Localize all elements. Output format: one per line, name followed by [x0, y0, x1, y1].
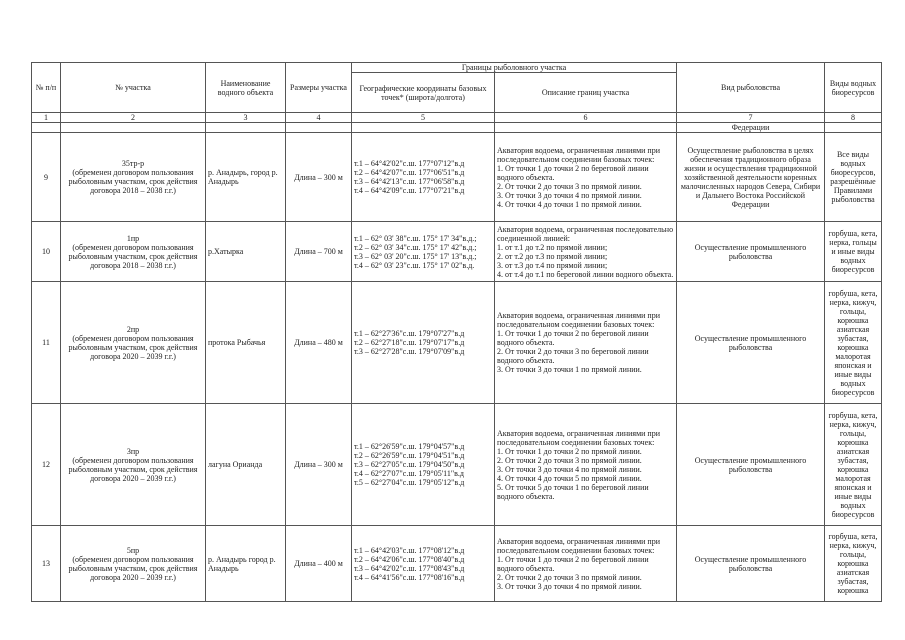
col-number: 5: [352, 113, 495, 123]
desc-line: 1. От точки 1 до точки 2 по береговой линии водного объекта.: [497, 329, 649, 347]
desc-line: 3. От точки 3 до точки 4 по прямой линии.: [497, 190, 642, 200]
coord-line: т.2 – 62°26'59"с.ш. 179°04'51"в.д: [354, 451, 465, 460]
coords-cell: [352, 133, 495, 222]
col-number: 7: [677, 113, 825, 123]
coord-line: т.1 – 64°42'02"с.ш. 177°07'12"в.д: [354, 159, 465, 168]
coord-line: т.1 – 62° 03' 38"с.ш. 175° 17' 34"в.д.;: [354, 233, 477, 243]
species-list: Все виды водных биоресурсов, разрешённые Правилами рыболовства: [825, 133, 882, 222]
plot-cell: [61, 404, 206, 526]
description-cell: [495, 526, 677, 602]
description-cell: [495, 133, 677, 222]
fishing-type: Осуществление промышленного рыболовства: [677, 526, 825, 602]
water-body: протока Рыбачья: [206, 282, 286, 404]
desc-line: Акватория водоема, ограниченная линиями при последовательном соединении базовых точек:: [497, 311, 660, 329]
plot-note: (обременен договором пользования рыболовным участком, срок действия договора 2020 – 2039 г.г.): [68, 333, 198, 361]
plot-id: 2пр: [126, 324, 140, 334]
plot-note: (обременен договором пользования рыболовным участком, срок действия договора 2018 – 2038 г.г.): [68, 242, 198, 270]
header-size: Размеры участка: [286, 63, 352, 113]
coord-line: т.2 – 64°42'06"с.ш. 177°08'40"в.д: [354, 554, 465, 564]
desc-line: 5. От точки 5 до точки 1 по береговой линии водного объекта.: [497, 482, 649, 501]
coord-line: т.2 – 64°42'07"с.ш. 177°06'51"в.д: [354, 168, 465, 177]
table-row: [32, 222, 882, 282]
coord-line: т.4 – 62°27'07"с.ш. 179°05'11"в.д: [354, 469, 464, 478]
fishing-type: Осуществление промышленного рыболовства: [677, 404, 825, 526]
plot-note: (обременен договором пользования рыболовным участком, срок действия договора 2020 – 2039 г.г.): [68, 554, 198, 582]
coord-line: т.4 – 64°42'09"с.ш. 177°07'21"в.д: [354, 186, 465, 195]
header-plot-no: № участка: [61, 63, 206, 113]
desc-line: 2. От точки 2 до точки 3 по прямой линии.: [497, 572, 642, 582]
plot-size: Длина – 480 м: [286, 282, 352, 404]
desc-line: 4. От точки 4 до точки 1 по прямой линии.: [497, 199, 642, 209]
plot-id: 5пр: [126, 545, 140, 555]
row-number: 12: [32, 404, 61, 526]
desc-line: 3. От точки 3 до точки 1 по прямой линии.: [497, 365, 642, 374]
plot-id: 1пр: [126, 233, 140, 243]
table-row: [32, 404, 882, 526]
header-description: Описание границ участка: [495, 73, 677, 113]
col-number: 3: [206, 113, 286, 123]
row-number: 11: [32, 282, 61, 404]
plot-cell: [61, 282, 206, 404]
coords-cell: [352, 526, 495, 602]
col-number: 6: [495, 113, 677, 123]
species-list: горбуша, кета, нерка, кижуч, гольцы, корюшка азиатская зубастая, корюшка малоротая японская и иные виды водных биоресурсов: [825, 404, 882, 526]
coords-cell: [352, 282, 495, 404]
table-row: [32, 282, 882, 404]
desc-line: 2. От точки 2 до точки 3 по прямой линии.: [497, 181, 642, 191]
species-list: горбуша, кета, нерка, гольцы и иные виды водных биоресурсов: [825, 222, 882, 282]
desc-line: 3. От точки 3 до точки 4 по прямой линии.: [497, 581, 642, 591]
coord-line: т.2 – 62° 03' 34"с.ш. 175° 17' 42"в.д.;: [354, 242, 477, 252]
coord-line: т.4 – 64°41'56"с.ш. 177°08'16"в.д: [354, 572, 465, 582]
desc-line: 2. От точки 2 до точки 3 по прямой линии.: [497, 455, 642, 465]
row-number: 9: [32, 133, 61, 222]
desc-line: 3. От точки 3 до точки 4 по прямой линии.: [497, 464, 642, 474]
plot-size: Длина – 700 м: [286, 222, 352, 282]
plot-cell: [61, 222, 206, 282]
description-cell: [495, 282, 677, 404]
header-water-body: Наименование водного объекта: [206, 63, 286, 113]
row-number: 13: [32, 526, 61, 602]
continuation-text: Федерации: [677, 123, 825, 133]
fishing-type: Осуществление промышленного рыболовства: [677, 222, 825, 282]
desc-line: 2. от т.2 до т.3 по прямой линии;: [497, 251, 608, 261]
header-species: Виды водных биоресурсов: [825, 63, 882, 113]
plot-id: 35тр-р: [121, 159, 145, 168]
col-number: 4: [286, 113, 352, 123]
plot-size: Длина – 400 м: [286, 526, 352, 602]
plot-note: (обременен договором пользования рыболовным участком, срок действия договора 2020 – 2039 г.г.): [68, 455, 198, 483]
coord-line: т.3 – 64°42'13"с.ш. 177°06'58"в.д: [354, 177, 465, 186]
desc-line: Акватория водоема, ограниченная линиями при последовательном соединении базовых точек:: [497, 145, 660, 164]
water-body: р. Анадырь, город р. Анадырь: [206, 133, 286, 222]
col-number: 2: [61, 113, 206, 123]
coord-line: т.1 – 62°26'59"с.ш. 179°04'57"в.д: [354, 442, 465, 451]
desc-line: 4. От точки 4 до точки 5 по прямой линии.: [497, 473, 642, 483]
coord-line: т.5 – 62°27'04"с.ш. 179°05'12"в.д: [354, 478, 465, 487]
plot-cell: [61, 526, 206, 602]
coord-line: т.3 – 62°27'05"с.ш. 179°04'50"в.д: [354, 460, 465, 469]
desc-line: 2. От точки 2 до точки 3 по береговой линии водного объекта.: [497, 347, 649, 365]
coord-line: т.4 – 62° 03' 23"с.ш. 175° 17' 02"в.д.: [354, 260, 475, 270]
desc-line: Акватория водоема, ограниченная последовательно соединенной линией:: [497, 224, 674, 243]
description-cell: [495, 404, 677, 526]
fishing-type: Осуществление рыболовства в целях обеспечения традиционного образа жизни и осуществления традиционной хозяйственной деятельности коренных малочисленных народов Севера, Сибири и Дальнего Востока Российской Федерации: [677, 133, 825, 222]
col-number: 1: [32, 113, 61, 123]
desc-line: Акватория водоема, ограниченная линиями при последовательном соединении базовых точек:: [497, 428, 660, 447]
coord-line: т.3 – 62°27'28"с.ш. 179°07'09"в.д: [354, 347, 465, 356]
continuation-row: [32, 123, 882, 133]
header-coords: Географические координаты базовых точек* (широта/долгота): [352, 73, 495, 113]
coords-cell: [352, 404, 495, 526]
species-list: горбуша, кета, нерка, кижуч, гольцы, корюшка азиатская зубастая, корюшка: [825, 526, 882, 602]
water-body: лагуна Орианда: [206, 404, 286, 526]
desc-line: 3. от т.3 до т.4 по прямой линии;: [497, 260, 608, 270]
coord-line: т.2 – 62°27'18"с.ш. 179°07'17"в.д: [354, 338, 465, 347]
coord-line: т.1 – 64°42'03"с.ш. 177°08'12"в.д: [354, 545, 465, 555]
col-number: 8: [825, 113, 882, 123]
plot-note: (обременен договором пользования рыболовным участком, срок действия договора 2018 – 2038 г.г.): [68, 168, 198, 195]
plot-id: 3пр: [126, 446, 140, 456]
desc-line: 4. от т.4 до т.1 по береговой линии водного объекта.: [497, 269, 674, 279]
row-number: 10: [32, 222, 61, 282]
plot-cell: [61, 133, 206, 222]
species-list: горбуша, кета, нерка, кижуч, гольцы, корюшка азиатская зубастая, корюшка малоротая японская и иные виды водных биоресурсов: [825, 282, 882, 404]
desc-line: Акватория водоема, ограниченная линиями при последовательном соединении базовых точек:: [497, 536, 660, 555]
fishing-plots-table: [31, 62, 882, 602]
table-row: [32, 526, 882, 602]
coords-cell: [352, 222, 495, 282]
desc-line: 1. от т.1 до т.2 по прямой линии;: [497, 242, 608, 252]
plot-size: Длина – 300 м: [286, 133, 352, 222]
column-number-row: [32, 113, 882, 123]
water-body: р.Хатырка: [206, 222, 286, 282]
description-cell: [495, 222, 677, 282]
header-num: № п/п: [32, 63, 61, 113]
desc-line: 1. От точки 1 до точки 2 по прямой линии.: [497, 446, 642, 456]
fishing-type: Осуществление промышленного рыболовства: [677, 282, 825, 404]
water-body: р. Анадырь город р. Анадырь: [206, 526, 286, 602]
coord-line: т.3 – 64°42'02"с.ш. 177°08'43"в.д: [354, 563, 465, 573]
header-borders: Границы рыболовного участка: [352, 63, 677, 73]
coord-line: т.3 – 62° 03' 20"с.ш. 175° 17' 13"в.д.;: [354, 251, 477, 261]
table-row: [32, 133, 882, 222]
coord-line: т.1 – 62°27'36"с.ш. 179°07'27"в.д: [354, 329, 465, 338]
header-row-top: [32, 63, 882, 73]
desc-line: 1. От точки 1 до точки 2 по береговой линии водного объекта.: [497, 554, 649, 573]
plot-size: Длина – 300 м: [286, 404, 352, 526]
desc-line: 1. От точки 1 до точки 2 по береговой линии водного объекта.: [497, 163, 649, 182]
header-fishing-type: Вид рыболовства: [677, 63, 825, 113]
